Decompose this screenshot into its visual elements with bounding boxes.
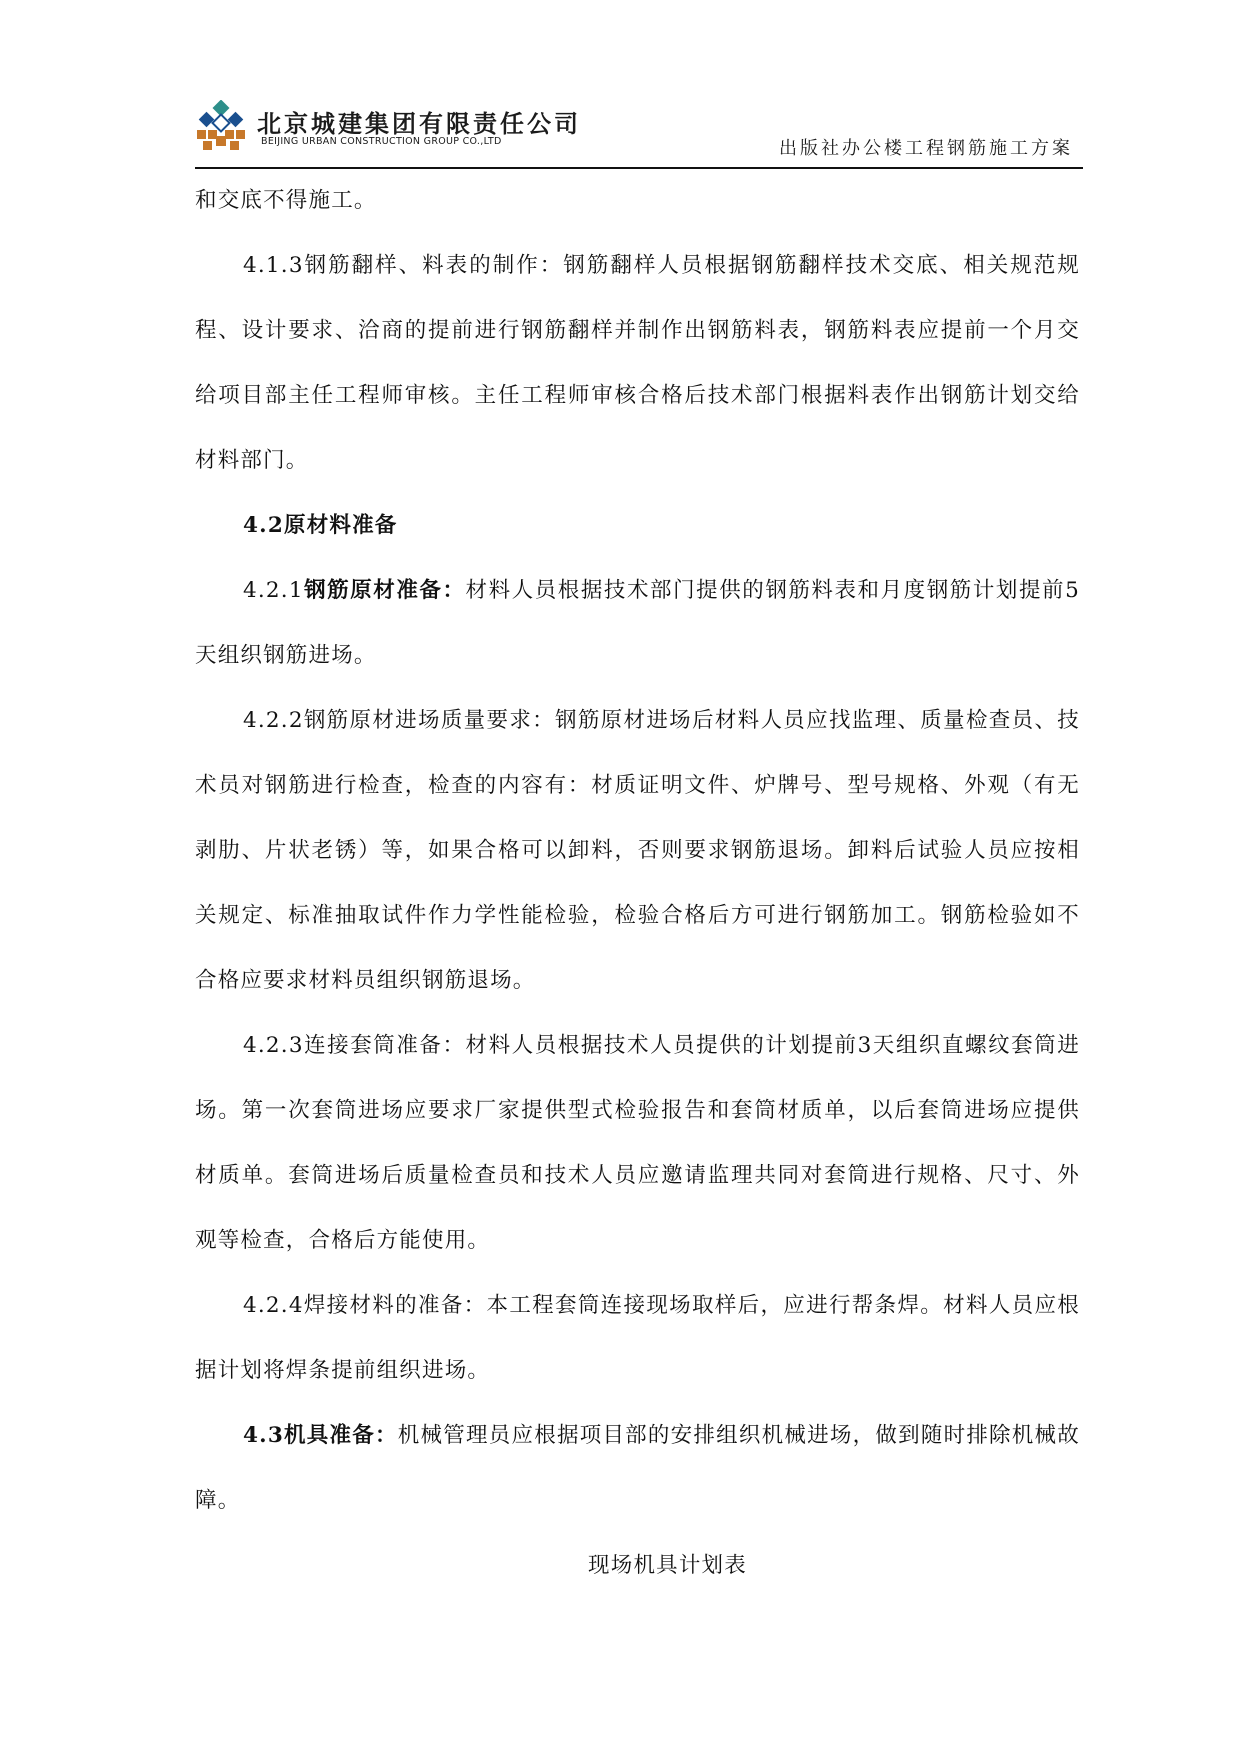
section-number: 4.2.1 [243, 578, 304, 603]
heading-4-2: 4.2原材料准备 [243, 513, 398, 538]
paragraph-text: 连接套筒准备：材料人员根据技术人员提供的计划提前3天组织直螺纹套筒进场。第一次套筒进场应要求厂家提供型式检验报告和套筒材质单，以后套筒进场应提供材质单。套筒进场后质量检查员和技术人员应邀请监理共同对套筒进行规格、尺寸、外观等检查，合格后方能使用。 [195, 1033, 1080, 1253]
paragraph-4-2-2 [195, 688, 1080, 1013]
page-header [195, 90, 1083, 170]
paragraph-text: 钢筋翻样、料表的制作：钢筋翻样人员根据钢筋翻样技术交底、相关规范规程、设计要求、洽商的提前进行钢筋翻样并制作出钢筋料表，钢筋料表应提前一个月交给项目部主任工程师审核。主任工程师审核合格后技术部门根据料表作出钢筋计划交给材料部门。 [195, 253, 1080, 473]
paragraph-4-1-3 [195, 233, 1080, 493]
document-body [195, 168, 1080, 1598]
section-label: 钢筋原材准备： [303, 578, 466, 603]
paragraph-4-3 [195, 1403, 1080, 1533]
section-number: 4.2.3 [243, 1033, 304, 1058]
company-name-cn: 北京城建集团有限责任公司 [257, 110, 581, 138]
company-name-en: BEIJING URBAN CONSTRUCTION GROUP CO.,LTD [261, 136, 502, 147]
table-caption: 现场机具计划表 [588, 1553, 747, 1578]
company-logo-icon [195, 100, 247, 152]
paragraph-4-2-1 [195, 558, 1080, 688]
section-number: 4.2.2 [243, 708, 304, 733]
paragraph-text: 焊接材料的准备：本工程套筒连接现场取样后，应进行帮条焊。材料人员应根据计划将焊条提前组织进场。 [195, 1293, 1080, 1383]
paragraph-text: 钢筋原材进场质量要求：钢筋原材进场后材料人员应找监理、质量检查员、技术员对钢筋进行检查，检查的内容有：材质证明文件、炉牌号、型号规格、外观（有无剥肋、片状老锈）等，如果合格可以卸料，否则要求钢筋退场。卸料后试验人员应按相关规定、标准抽取试件作力学性能检验，检验合格后方可进行钢筋加工。钢筋检验如不合格应要求材料员组织钢筋退场。 [195, 708, 1080, 993]
paragraph-text: 机械管理员应根据项目部的安排组织机械进场，做到随时排除机械故障。 [195, 1423, 1080, 1513]
paragraph-4-2-4 [195, 1273, 1080, 1403]
section-label: 4.3机具准备： [243, 1423, 398, 1448]
paragraph-continuation: 和交底不得施工。 [195, 188, 377, 213]
section-number: 4.2.4 [243, 1293, 304, 1318]
section-number: 4.1.3 [243, 253, 304, 278]
paragraph-4-2-3 [195, 1013, 1080, 1273]
paragraph-text: 材料人员根据技术部门提供的钢筋料表和月度钢筋计划提前5天组织钢筋进场。 [195, 578, 1080, 668]
document-title: 出版社办公楼工程钢筋施工方案 [779, 138, 1073, 159]
